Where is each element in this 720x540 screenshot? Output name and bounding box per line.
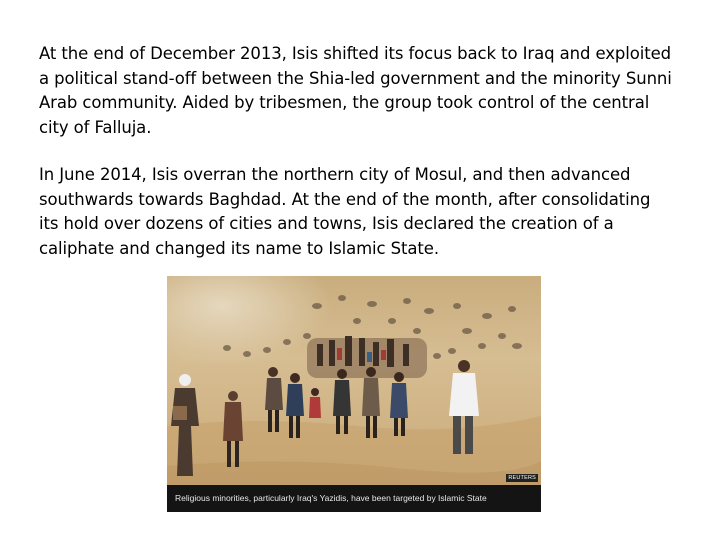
text-line: At the end of December 2013, Isis shifted its focus back to Iraq and exploited <box>39 44 672 63</box>
text-line: city of Falluja. <box>39 117 152 137</box>
text-line: In June 2014, Isis overran the northern city of Mosul, and then advanced <box>39 165 631 184</box>
photo-caption: Religious minorities, particularly Iraq's Yazidis, have been targeted by Islamic State <box>175 493 487 503</box>
text-line: Arab community. Aided by tribesmen, the group took control of the central <box>39 93 650 112</box>
text-line: a political stand-off between the Shia-led government and the minority Sunni <box>39 68 672 88</box>
paragraph-falluja <box>39 42 689 140</box>
refugees-photo <box>167 276 541 512</box>
paragraph-mosul <box>39 163 689 261</box>
text-line: its hold over dozens of cities and towns, Isis declared the creation of a <box>39 214 614 233</box>
text-line: southwards towards Baghdad. At the end of the month, after consolidating <box>39 189 651 209</box>
photo-credit: REUTERS <box>508 475 536 481</box>
photo-illustration <box>167 276 541 512</box>
caption-bar <box>167 485 541 512</box>
text-line: caliphate and changed its name to Islamic State. <box>39 238 439 258</box>
